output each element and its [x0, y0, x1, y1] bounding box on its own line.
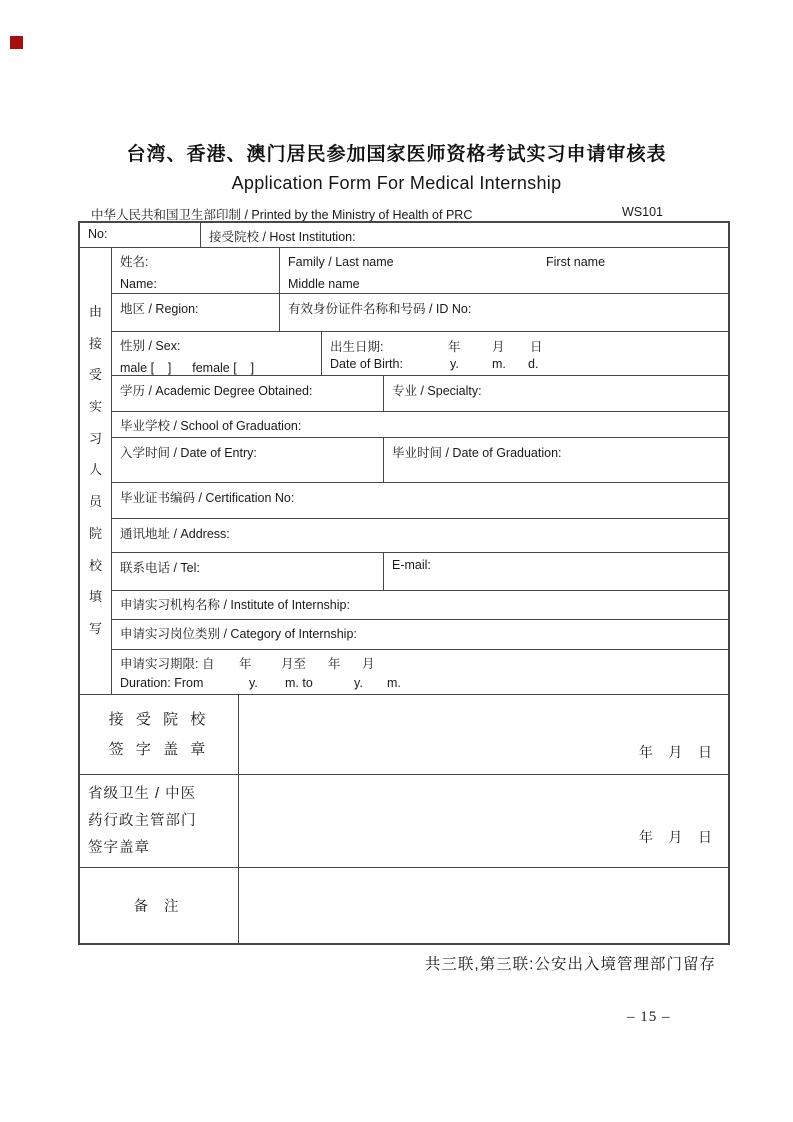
duration-year2-zh: 年 — [328, 657, 341, 672]
dob-year-zh: 年 — [448, 339, 461, 354]
side-vertical-label — [80, 248, 112, 694]
dob-label-zh: 出生日期: — [330, 339, 384, 354]
host-signature-label — [80, 695, 239, 774]
duration-year2-en: y. — [354, 676, 363, 691]
sex-field — [112, 332, 322, 375]
duration-to-en: m. to — [285, 676, 313, 691]
institute-field: 申请实习机构名称 / Institute of Internship: — [120, 598, 350, 613]
label-line: 接 受 院 校 — [108, 710, 210, 728]
address-field: 通讯地址 / Address: — [120, 527, 230, 542]
form-title-english: Application Form For Medical Internship — [231, 173, 562, 193]
row-name — [112, 248, 728, 294]
remarks-label — [80, 868, 239, 943]
dob-month-en: m. — [492, 356, 506, 371]
label-line: 签字盖章 — [88, 839, 150, 856]
host-institution-field: 接受院校 / Host Institution: — [209, 230, 356, 244]
side-char: 人 — [88, 462, 102, 478]
middle-name-label: Middle name — [288, 277, 360, 291]
duration-month2-en: m. — [387, 676, 401, 691]
row-address — [112, 519, 728, 553]
dob-day-zh: 日 — [530, 339, 543, 354]
side-char: 校 — [88, 557, 102, 573]
label-line: 备 注 — [133, 899, 185, 915]
row-region-id — [112, 294, 728, 332]
provincial-signature-block — [80, 775, 728, 868]
label-line: 省级卫生 / 中医 — [88, 785, 197, 802]
dob-label-en: Date of Birth: — [330, 356, 403, 371]
duration-month2-zh: 月 — [362, 657, 375, 672]
row-tel-email — [112, 553, 728, 591]
host-signature-area — [239, 695, 728, 774]
school-field: 毕业学校 / School of Graduation: — [120, 418, 302, 433]
remarks-block — [80, 868, 728, 943]
row-sex-dob — [112, 332, 728, 376]
table-body — [80, 248, 728, 695]
category-field: 申请实习岗位类别 / Category of Internship: — [120, 627, 357, 642]
region-field: 地区 / Region: — [112, 294, 280, 331]
name-label-zh: 姓名: — [120, 255, 149, 269]
duration-field — [112, 650, 728, 694]
side-char: 院 — [88, 525, 102, 541]
row-certification — [112, 483, 728, 520]
side-char: 接 — [88, 335, 102, 351]
side-char: 实 — [88, 399, 102, 415]
first-name-label: First name — [546, 255, 606, 269]
sex-checkboxes: male [ ] female [ ] — [120, 360, 255, 375]
dob-year-en: y. — [450, 356, 459, 371]
row-school — [112, 412, 728, 438]
email-field: E-mail: — [392, 558, 431, 573]
duration-label-zh: 申请实习期限: 自 — [120, 657, 215, 672]
no-field: No: — [80, 223, 201, 247]
red-square-marker — [10, 36, 23, 49]
side-char: 习 — [88, 430, 102, 446]
remarks-area — [239, 868, 728, 943]
duration-label-en: Duration: From — [120, 676, 204, 691]
copies-note: 共三联,第三联:公安出入境管理部门留存 — [424, 956, 716, 973]
sex-label: 性别 / Sex: — [120, 338, 181, 353]
field-rows — [112, 248, 728, 694]
label-line: 药行政主管部门 — [88, 812, 197, 829]
row-no-host — [80, 223, 728, 248]
provincial-signature-label — [80, 775, 239, 867]
signature-date: 年 月 日 — [638, 829, 712, 845]
id-no-field: 有效身份证件名称和号码 / ID No: — [288, 302, 472, 316]
provincial-signature-area — [239, 775, 728, 867]
row-entry-graduation — [112, 438, 728, 483]
dob-day-en: d. — [528, 356, 539, 371]
page-number: – 15 – — [627, 1009, 671, 1025]
certification-no-field: 毕业证书编码 / Certification No: — [120, 490, 295, 505]
label-line: 签 字 盖 章 — [108, 740, 210, 758]
printed-by-line: 中华人民共和国卫生部印制 / Printed by the Ministry of Health of PRC — [91, 208, 473, 222]
host-signature-block — [80, 695, 728, 775]
signature-date: 年 月 日 — [638, 744, 712, 760]
duration-to-zh: 月至 — [281, 657, 307, 672]
form-title-chinese: 台湾、香港、澳门居民参加国家医师资格考试实习申请审核表 — [126, 144, 667, 165]
duration-year1-en: y. — [249, 676, 258, 691]
side-char: 由 — [88, 304, 102, 319]
degree-field: 学历 / Academic Degree Obtained: — [112, 376, 384, 411]
row-institute — [112, 591, 728, 620]
side-char: 填 — [88, 589, 102, 605]
name-parts-field — [280, 248, 728, 293]
row-duration — [112, 650, 728, 694]
family-last-label: Family / Last name — [288, 255, 394, 269]
form-code: WS101 — [622, 205, 663, 219]
specialty-field: 专业 / Specialty: — [392, 383, 482, 398]
entry-date-field: 入学时间 / Date of Entry: — [112, 438, 384, 482]
application-table — [78, 221, 730, 945]
duration-year1-zh: 年 — [239, 657, 252, 672]
row-category — [112, 620, 728, 650]
graduation-date-field: 毕业时间 / Date of Graduation: — [392, 445, 562, 460]
name-field — [112, 248, 280, 293]
name-label-en: Name: — [120, 277, 157, 291]
tel-field: 联系电话 / Tel: — [112, 553, 384, 590]
side-char: 写 — [88, 620, 102, 636]
dob-field — [322, 332, 728, 375]
row-degree-specialty — [112, 376, 728, 412]
side-char: 受 — [88, 367, 102, 383]
dob-month-zh: 月 — [492, 339, 505, 354]
side-char: 员 — [88, 494, 102, 510]
